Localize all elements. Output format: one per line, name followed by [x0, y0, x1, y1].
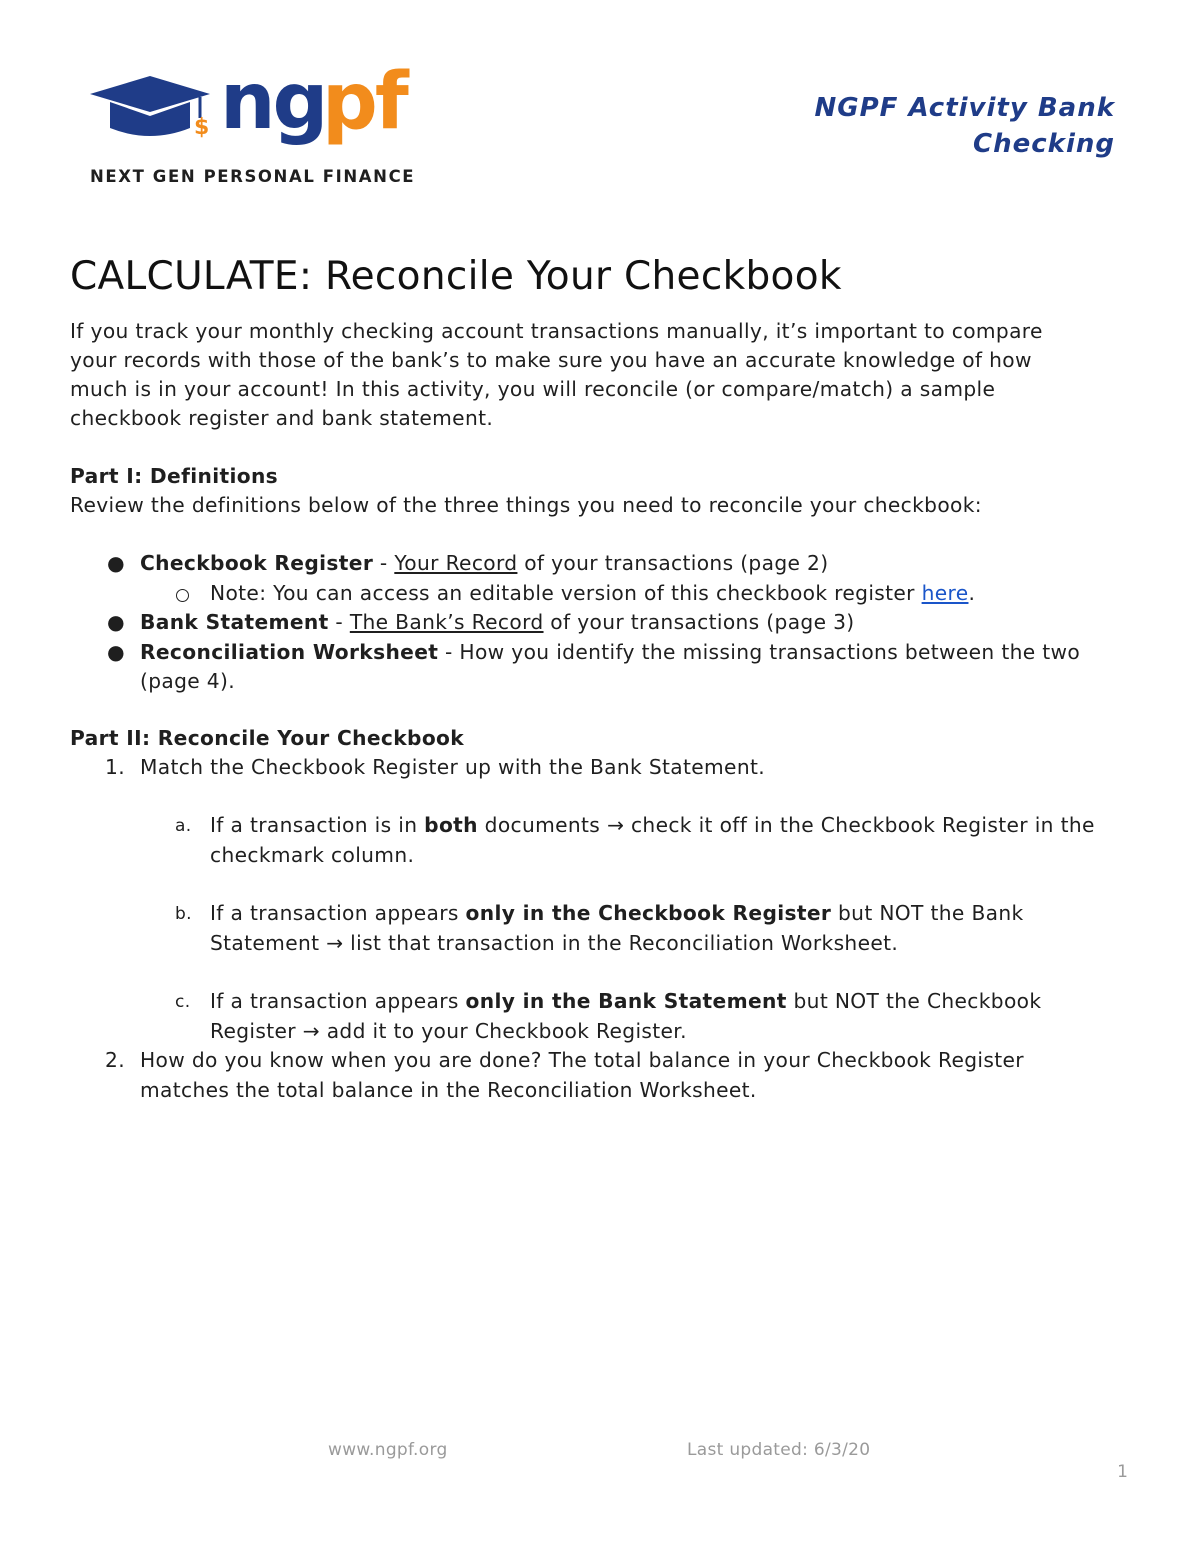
definition-separator: - [328, 610, 350, 634]
substep-text: If a transaction is in [210, 813, 425, 837]
step-number: 1. [105, 754, 125, 779]
substep-letter: c. [175, 992, 191, 1012]
definition-underlined: Your Record [394, 551, 518, 575]
definition-term: Checkbook Register [140, 551, 374, 575]
substep-item [70, 811, 1135, 870]
substep-text: Register → add it to your Checkbook Register. [210, 1018, 687, 1043]
substep-item [70, 899, 1135, 958]
substep-bold: both [424, 813, 478, 837]
footer-website: www.ngpf.org [328, 1440, 448, 1460]
definition-item [70, 549, 1135, 608]
svg-text:ng: ng [220, 66, 326, 147]
step-number: 2. [105, 1048, 125, 1072]
step-text: How do you know when you are done? The total balance in your Checkbook Register [140, 1048, 1024, 1072]
document-header-title [755, 90, 1115, 162]
substep-text: documents → check it off in the Checkbook Register in the [477, 813, 1095, 837]
bullet-icon: ● [107, 610, 125, 634]
footer-last-updated: Last updated: 6/3/20 [687, 1440, 871, 1460]
steps-list [70, 1046, 1135, 1105]
substep-bold: only in the Bank Statement [465, 989, 787, 1013]
substep-text: checkmark column. [210, 842, 415, 867]
header-title-line1: NGPF Activity Bank [814, 93, 1115, 123]
intro-line: If you track your monthly checking account transactions manually, it’s important to compare [70, 319, 1043, 343]
definition-text: (page 4). [140, 669, 235, 693]
step-item [70, 1046, 1135, 1105]
part1-heading: Part I: Definitions [70, 464, 279, 488]
definition-item [70, 638, 1135, 697]
svg-text:$: $ [194, 115, 210, 140]
definition-text: of your transactions (page 3) [543, 610, 855, 634]
page-title: CALCULATE: Reconcile Your Checkbook [70, 254, 842, 299]
definition-separator: - [373, 551, 395, 575]
logo-tagline: NEXT GEN PERSONAL FINANCE [90, 167, 416, 186]
part2-heading: Part II: Reconcile Your Checkbook [70, 725, 465, 750]
step-text: matches the total balance in the Reconciliation Worksheet. [140, 1077, 757, 1102]
substep-item [70, 987, 1135, 1046]
definition-text: of your transactions (page 2) [517, 551, 829, 575]
substep-letter: b. [175, 904, 192, 924]
ngpf-logo [88, 66, 428, 190]
substep-bold: only in the Checkbook Register [465, 901, 832, 925]
steps-list [70, 753, 1135, 783]
substep-text: but NOT the Bank [831, 901, 1024, 925]
step-text: Match the Checkbook Register up with the Bank Statement. [140, 754, 766, 779]
hollow-bullet-icon [176, 589, 189, 602]
substep-text: Statement → list that transaction in the Reconciliation Worksheet. [210, 930, 899, 955]
editable-register-link[interactable]: here [921, 580, 969, 605]
bullet-icon: ● [107, 551, 125, 575]
definitions-list [70, 549, 1135, 697]
definition-separator: - [438, 639, 460, 664]
substep-text: If a transaction appears [210, 989, 466, 1013]
definition-text: How you identify the missing transactions between the two [459, 639, 1081, 664]
definition-term: Reconciliation Worksheet [140, 639, 439, 664]
intro-line: your records with those of the bank’s to make sure you have an accurate knowledge of how [70, 348, 1032, 372]
intro-line: checkbook register and bank statement. [70, 406, 494, 430]
definition-term: Bank Statement [140, 610, 329, 634]
substep-text: but NOT the Checkbook [786, 989, 1042, 1013]
definition-item [70, 608, 1135, 638]
header-title-line2: Checking [973, 129, 1115, 159]
intro-line: much is in your account! In this activity, you will reconcile (or compare/match) a sample [70, 377, 996, 401]
note-subitem [140, 579, 1135, 609]
page-number: 1 [1117, 1462, 1128, 1482]
bullet-icon: ● [107, 639, 125, 664]
substep-text: If a transaction appears [210, 901, 466, 925]
graduation-cap-logo-icon [88, 66, 428, 190]
definition-underlined: The Bank’s Record [349, 610, 544, 634]
step-item [70, 753, 1135, 783]
substep-letter: a. [175, 816, 192, 836]
svg-text:pf: pf [322, 66, 406, 147]
part1-lead: Review the definitions below of the three things you need to reconcile your checkbook: [70, 493, 982, 517]
document-body [70, 250, 1135, 1105]
intro-paragraph [70, 317, 1135, 433]
note-end: . [968, 580, 976, 605]
note-text: Note: You can access an editable version of this checkbook register [210, 580, 922, 605]
